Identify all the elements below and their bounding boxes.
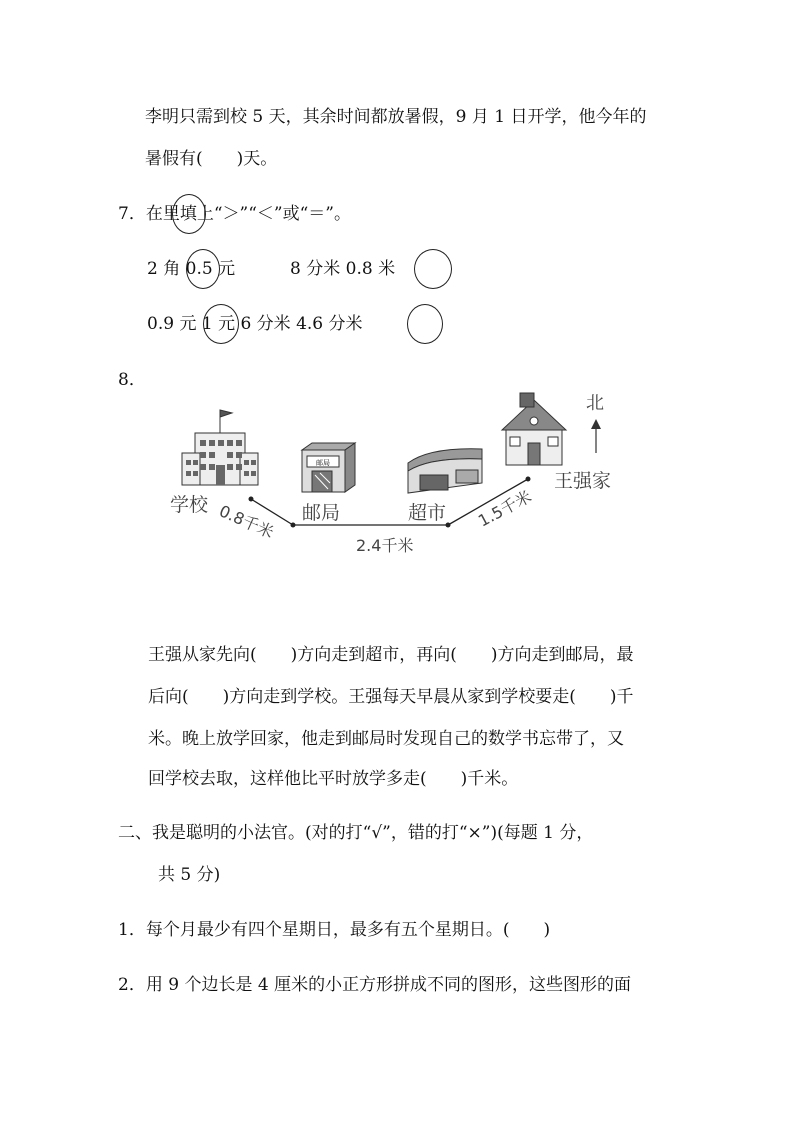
question-2: 2．用 9 个边长是 4 厘米的小正方形拼成不同的图形，这些图形的面 xyxy=(118,975,632,995)
north-label: 北 xyxy=(586,393,604,414)
post-office-icon xyxy=(302,443,355,492)
problem8-line1: 王强从家先向( )方向走到超市，再向( )方向走到邮局，最 xyxy=(148,645,634,665)
answer-circle-2[interactable] xyxy=(414,249,452,289)
house-icon xyxy=(502,393,566,465)
question-1: 1．每个月最少有四个星期日，最多有五个星期日。( ) xyxy=(118,920,551,940)
answer-circle-title xyxy=(172,194,206,234)
problem6-line2: 暑假有( )天。 xyxy=(145,149,278,169)
distance-label-2: 2.4千米 xyxy=(356,536,414,555)
distance-label-3: 1.5千米 xyxy=(474,486,535,531)
section2-heading-line2: 共 5 分) xyxy=(158,865,221,885)
post-office-point xyxy=(291,523,296,528)
north-arrow-icon xyxy=(591,419,601,453)
problem8-line4: 回学校去取，这样他比平时放学多走( )千米。 xyxy=(148,769,519,789)
post-office-label: 邮局 xyxy=(302,502,341,524)
answer-circle-3 xyxy=(203,304,239,344)
section2-heading-line1: 二、我是聪明的小法官。(对的打“√”，错的打“×”)(每题 1 分， xyxy=(118,823,594,843)
home-label: 王强家 xyxy=(554,470,612,492)
supermarket-label: 超市 xyxy=(408,502,447,524)
school-label: 学校 xyxy=(170,494,209,516)
post-office-sign: 邮局 xyxy=(316,459,330,467)
problem7-row1-left: 2 角 0.5 元 xyxy=(147,259,236,279)
problem8-line2: 后向( )方向走到学校。王强每天早晨从家到学校要走( )千 xyxy=(148,687,634,707)
problem7-row2: 0.9 元 1 元 6 分米 4.6 分米 xyxy=(147,314,363,334)
answer-circle-4[interactable] xyxy=(407,304,443,344)
school-icon xyxy=(182,410,258,485)
problem6-line1: 李明只需到校 5 天，其余时间都放暑假，9 月 1 日开学，他今年的 xyxy=(145,107,647,127)
supermarket-point xyxy=(446,523,451,528)
home-point xyxy=(526,477,531,482)
school-point xyxy=(249,497,254,502)
supermarket-icon xyxy=(408,449,482,493)
problem7-title: 7．在里填上“＞”“＜”或“＝”。 xyxy=(118,204,351,224)
route-map xyxy=(160,385,640,565)
problem7-row1-right: 8 分米 0.8 米 xyxy=(290,259,396,279)
distance-label-1: 0.8千米 xyxy=(216,501,277,543)
problem8-number: 8． xyxy=(118,370,146,390)
answer-circle-1 xyxy=(186,249,220,289)
problem8-line3: 米。晚上放学回家，他走到邮局时发现自己的数学书忘带了，又 xyxy=(148,729,624,749)
